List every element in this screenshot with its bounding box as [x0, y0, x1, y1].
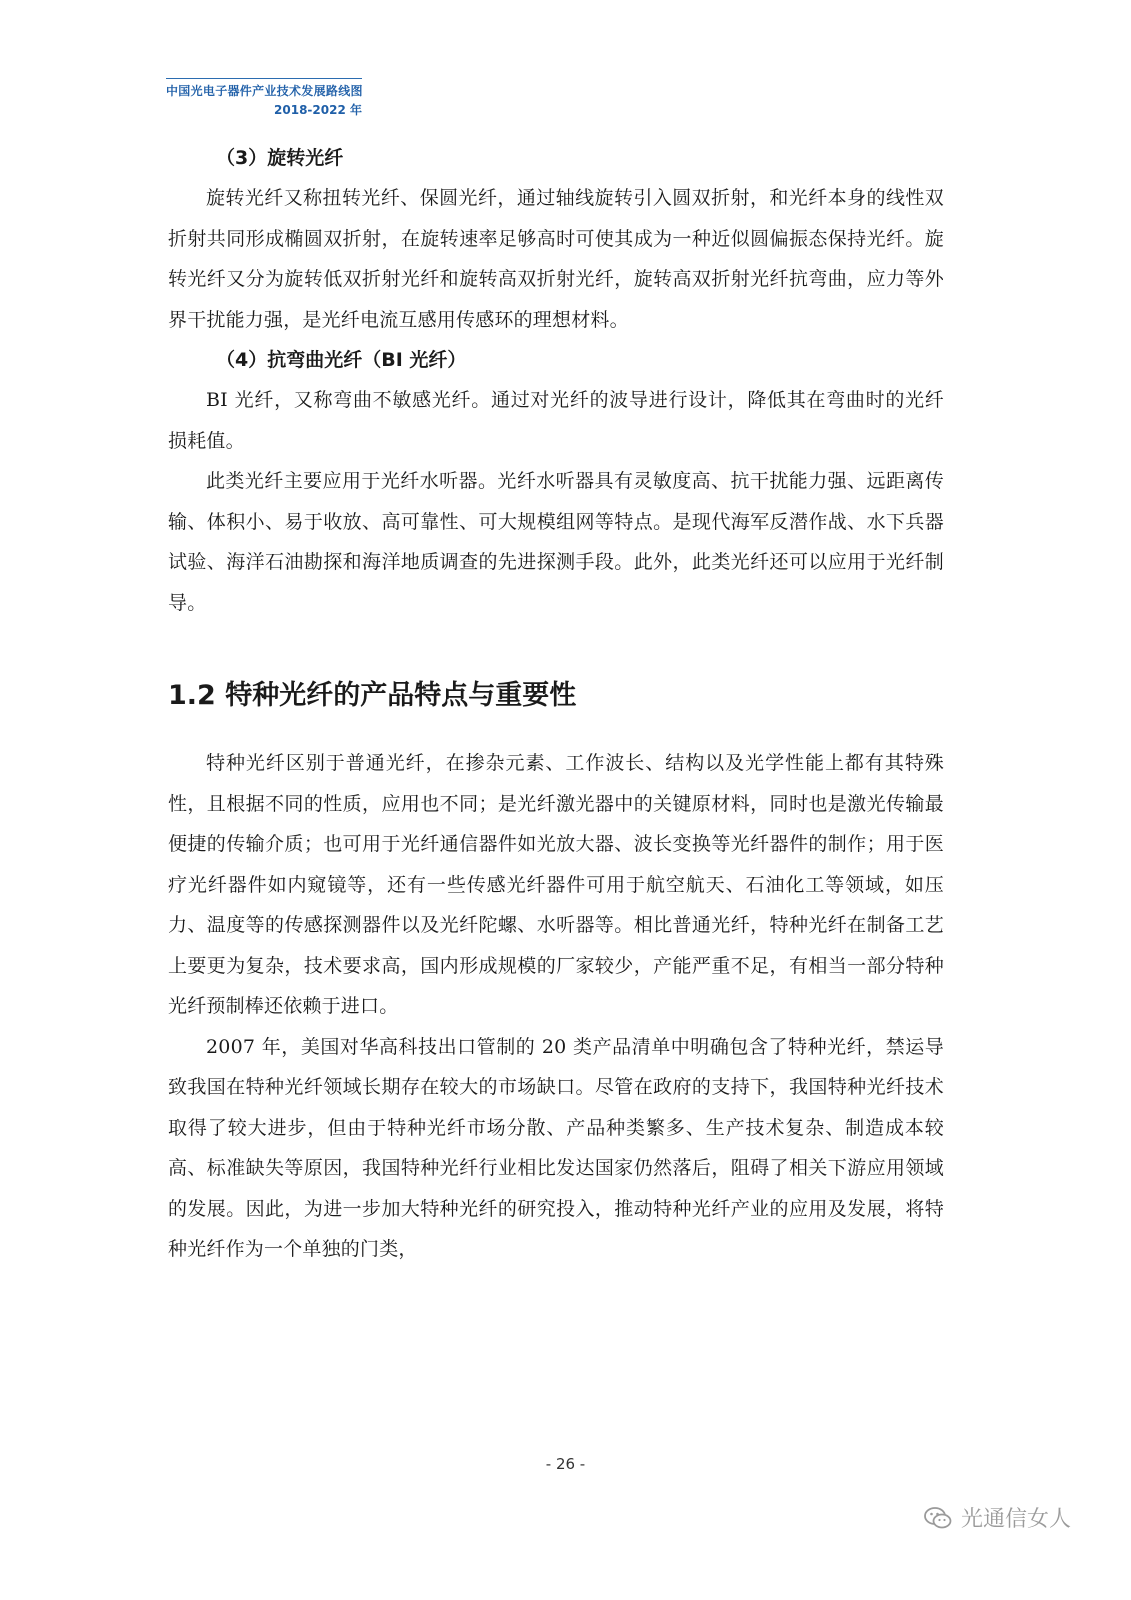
header-years: 2018-2022 年	[274, 103, 362, 117]
watermark	[923, 1502, 1071, 1533]
header-title: 中国光电子器件产业技术发展路线图	[166, 84, 363, 98]
watermark-text: 光通信女人	[960, 1507, 1071, 1532]
paragraph: 特种光纤区别于普通光纤，在掺杂元素、工作波长、结构以及光学性能上都有其特殊性，且根据不同的性质，应用也不同；是光纤激光器中的关键原材料，同时也是激光传输最便捷的传输介质；也可用于光纤通信器件如光放大器、波长变换等光纤器件的制作；用于医疗光纤器件如内窥镜等，还有一些传感光纤器件可用于航空航天、石油化工等领域，如压力、温度等的传感探测器件以及光纤陀螺、水听器等。相比普通光纤，特种光纤在制备工艺上要更为复杂，技术要求高，国内形成规模的厂家较少，产能严重不足，有相当一部分特种光纤预制棒还依赖于进口。	[168, 752, 944, 1017]
paragraph: 此类光纤主要应用于光纤水听器。光纤水听器具有灵敏度高、抗干扰能力强、远距离传输、体积小、易于收放、高可靠性、可大规模组网等特点。是现代海军反潜作战、水下兵器试验、海洋石油勘探和海洋地质调查的先进探测手段。此外，此类光纤还可以应用于光纤制导。	[168, 470, 944, 614]
paragraph: 旋转光纤又称扭转光纤、保圆光纤，通过轴线旋转引入圆双折射，和光纤本身的线性双折射共同形成椭圆双折射，在旋转速率足够高时可使其成为一种近似圆偏振态保持光纤。旋转光纤又分为旋转低双折射光纤和旋转高双折射光纤，旋转高双折射光纤抗弯曲，应力等外界干扰能力强，是光纤电流互感用传感环的理想材料。	[168, 187, 944, 331]
header-rule	[166, 78, 362, 79]
running-header	[166, 78, 362, 118]
page-body	[168, 138, 944, 1270]
paragraph: 2007 年，美国对华高科技出口管制的 20 类产品清单中明确包含了特种光纤，禁运导致我国在特种光纤领域长期存在较大的市场缺口。尽管在政府的支持下，我国特种光纤技术取得了较大进步，但由于特种光纤市场分散、产品种类繁多、生产技术复杂、制造成本较高、标准缺失等原因，我国特种光纤行业相比发达国家仍然落后，阻碍了相关下游应用领域的发展。因此，为进一步加大特种光纤的研究投入，推动特种光纤产业的应用及发展，将特种光纤作为一个单独的门类，	[168, 1035, 944, 1260]
wechat-icon	[923, 1505, 953, 1531]
subsection-heading-3: （3）旋转光纤	[216, 147, 344, 169]
subsection-heading-4: （4）抗弯曲光纤（BI 光纤）	[216, 349, 467, 371]
page-number: - 26 -	[545, 1455, 586, 1473]
paragraph: BI 光纤，又称弯曲不敏感光纤。通过对光纤的波导进行设计，降低其在弯曲时的光纤损耗值。	[168, 389, 944, 452]
section-heading: 1.2 特种光纤的产品特点与重要性	[168, 680, 577, 711]
